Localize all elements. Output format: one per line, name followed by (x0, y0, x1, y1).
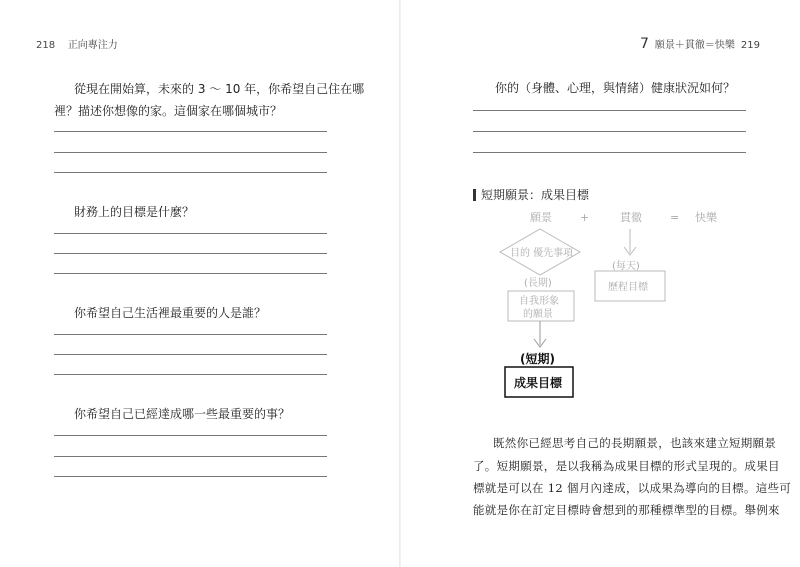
answer-line[interactable] (54, 273, 327, 274)
label-short-term: (短期) (520, 352, 555, 366)
question-1-line-1: 從現在開始算，未來的 3 ～ 10 年，你希望自己住在哪 (74, 82, 365, 96)
answer-line[interactable] (54, 435, 327, 436)
answer-line[interactable] (54, 374, 327, 375)
answer-line[interactable] (54, 152, 327, 153)
label-self-image: 自我形象 (519, 296, 559, 307)
right-running-head: 願景＋貫徹＝快樂 (654, 40, 735, 51)
question-4: 你希望自己已經達成哪一些最重要的事？ (74, 407, 291, 421)
label-process-goals: 歷程目標 (608, 282, 648, 293)
answer-line[interactable] (54, 456, 327, 457)
question-health: 你的（身體、心理，與情緒）健康狀況如何？ (495, 81, 736, 95)
chapter-number: 7 (639, 36, 649, 52)
label-follow-through: 貫徹 (620, 211, 642, 224)
answer-line[interactable] (54, 233, 327, 234)
answer-line[interactable] (54, 172, 327, 173)
answer-line[interactable] (54, 476, 327, 477)
answer-line[interactable] (54, 354, 327, 355)
answer-line[interactable] (473, 152, 746, 153)
answer-line[interactable] (54, 334, 327, 335)
section-marker (473, 189, 476, 201)
label-vision: 願景 (530, 211, 552, 224)
question-1-line-2: 裡？描述你想像的家。這個家在哪個城市？ (54, 104, 283, 118)
section-title: 短期願景：成果目標 (481, 188, 590, 202)
answer-line[interactable] (473, 131, 746, 132)
label-purpose-priorities: 目的 優先事項 (510, 248, 574, 259)
paragraph-line-1: 既然你已經思考自己的長期願景，也該來建立短期願景 (493, 436, 777, 450)
label-plus: + (580, 211, 590, 224)
label-vision-of: 的願景 (523, 309, 553, 320)
left-page-header (36, 36, 118, 51)
left-running-head: 正向專注力 (67, 40, 118, 51)
left-page-number: 218 (36, 40, 56, 51)
label-daily: (每天) (612, 261, 640, 272)
section-heading (473, 186, 589, 203)
question-2: 財務上的目標是什麼？ (74, 205, 195, 219)
book-spine (399, 0, 401, 567)
label-outcome-goals: 成果目標 (514, 376, 563, 390)
vision-diagram (470, 205, 760, 403)
label-equals: = (670, 211, 680, 224)
label-long-term: (長期) (524, 278, 552, 289)
answer-line[interactable] (473, 110, 746, 111)
question-3: 你希望自己生活裡最重要的人是誰？ (74, 306, 267, 320)
paragraph-line-4: 能就是你在訂定目標時會想到的那種標準型的目標。舉例來 (473, 503, 780, 517)
answer-line[interactable] (54, 131, 327, 132)
answer-line[interactable] (54, 253, 327, 254)
paragraph-line-3: 標就是可以在 12 個月內達成，以成果為導向的目標。這些可 (473, 481, 792, 495)
right-page-header (640, 36, 760, 52)
right-page-number: 219 (740, 40, 760, 51)
paragraph-line-2: 了。短期願景，是以我稱為成果目標的形式呈現的。成果目 (473, 459, 780, 473)
label-happiness: 快樂 (695, 211, 717, 224)
